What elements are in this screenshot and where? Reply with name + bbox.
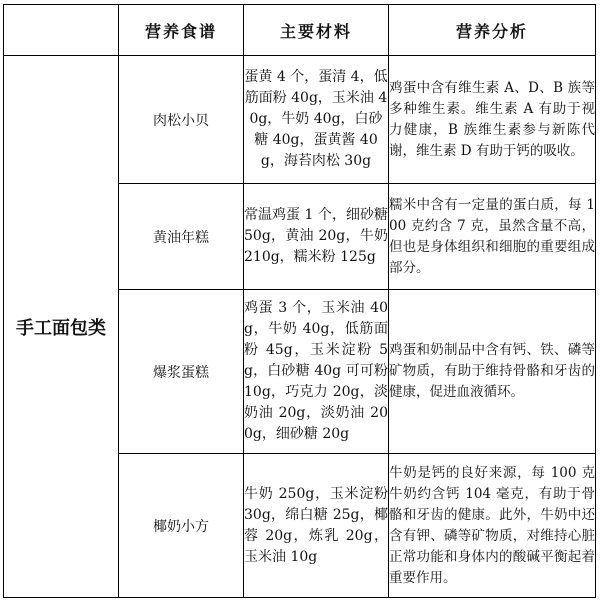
analysis-cell: 鸡蛋中含有维生素 A、D、B 族等多种维生素。维生素 A 有助于视力健康，B 族维生素参与新陈代谢，维生素 D 有助于钙的吸收。 (389, 56, 596, 184)
recipe-name: 爆浆蛋糕 (119, 290, 244, 454)
analysis-cell: 糯米中含有一定量的蛋白质，每 100 克约含 7 克，虽然含量不高，但也是身体组织和细胞的重要组成部分。 (389, 184, 596, 290)
header-recipe: 营养食谱 (119, 5, 244, 56)
material-cell: 蛋黄 4 个，蛋清 4，低筋面粉 40g，玉米油 40g，牛奶 40g，白砂糖 40g，蛋黄酱 40g，海苔肉松 30g (244, 56, 389, 184)
recipe-name: 黄油年糕 (119, 184, 244, 290)
recipe-name: 肉松小贝 (119, 56, 244, 184)
material-cell: 常温鸡蛋 1 个，细砂糖 50g，黄油 20g，牛奶 210g，糯米粉 125g (244, 184, 389, 290)
header-material: 主要材料 (244, 5, 389, 56)
analysis-cell: 鸡蛋和奶制品中含有钙、铁、磷等矿物质，有助于维持骨骼和牙齿的健康，促进血液循环。 (389, 290, 596, 454)
analysis-cell: 牛奶是钙的良好来源，每 100 克牛奶约含钙 104 毫克，有助于骨骼和牙齿的健康。此外，牛奶中还含有钾、磷等矿物质，对维持心脏正常功能和身体内的酸碱平衡起着重要作用。 (389, 454, 596, 598)
nutrition-table (3, 4, 596, 598)
material-cell: 牛奶 250g，玉米淀粉 30g，绵白糖 25g，椰蓉 20g，炼乳 20g，玉米油 10g (244, 454, 389, 598)
table-row (4, 56, 596, 184)
header-analysis: 营养分析 (389, 5, 596, 56)
recipe-name: 椰奶小方 (119, 454, 244, 598)
material-cell: 鸡蛋 3 个，玉米油 40g，牛奶 40g，低筋面粉 45g，玉米淀粉 5g，白砂糖 40g 可可粉 10g，巧克力 20g，淡奶油 20g，淡奶油 200g，细砂糖 20g (244, 290, 389, 454)
category-cell: 手工面包类 (4, 56, 119, 598)
header-blank-cell (4, 5, 119, 56)
header-row (4, 5, 596, 56)
